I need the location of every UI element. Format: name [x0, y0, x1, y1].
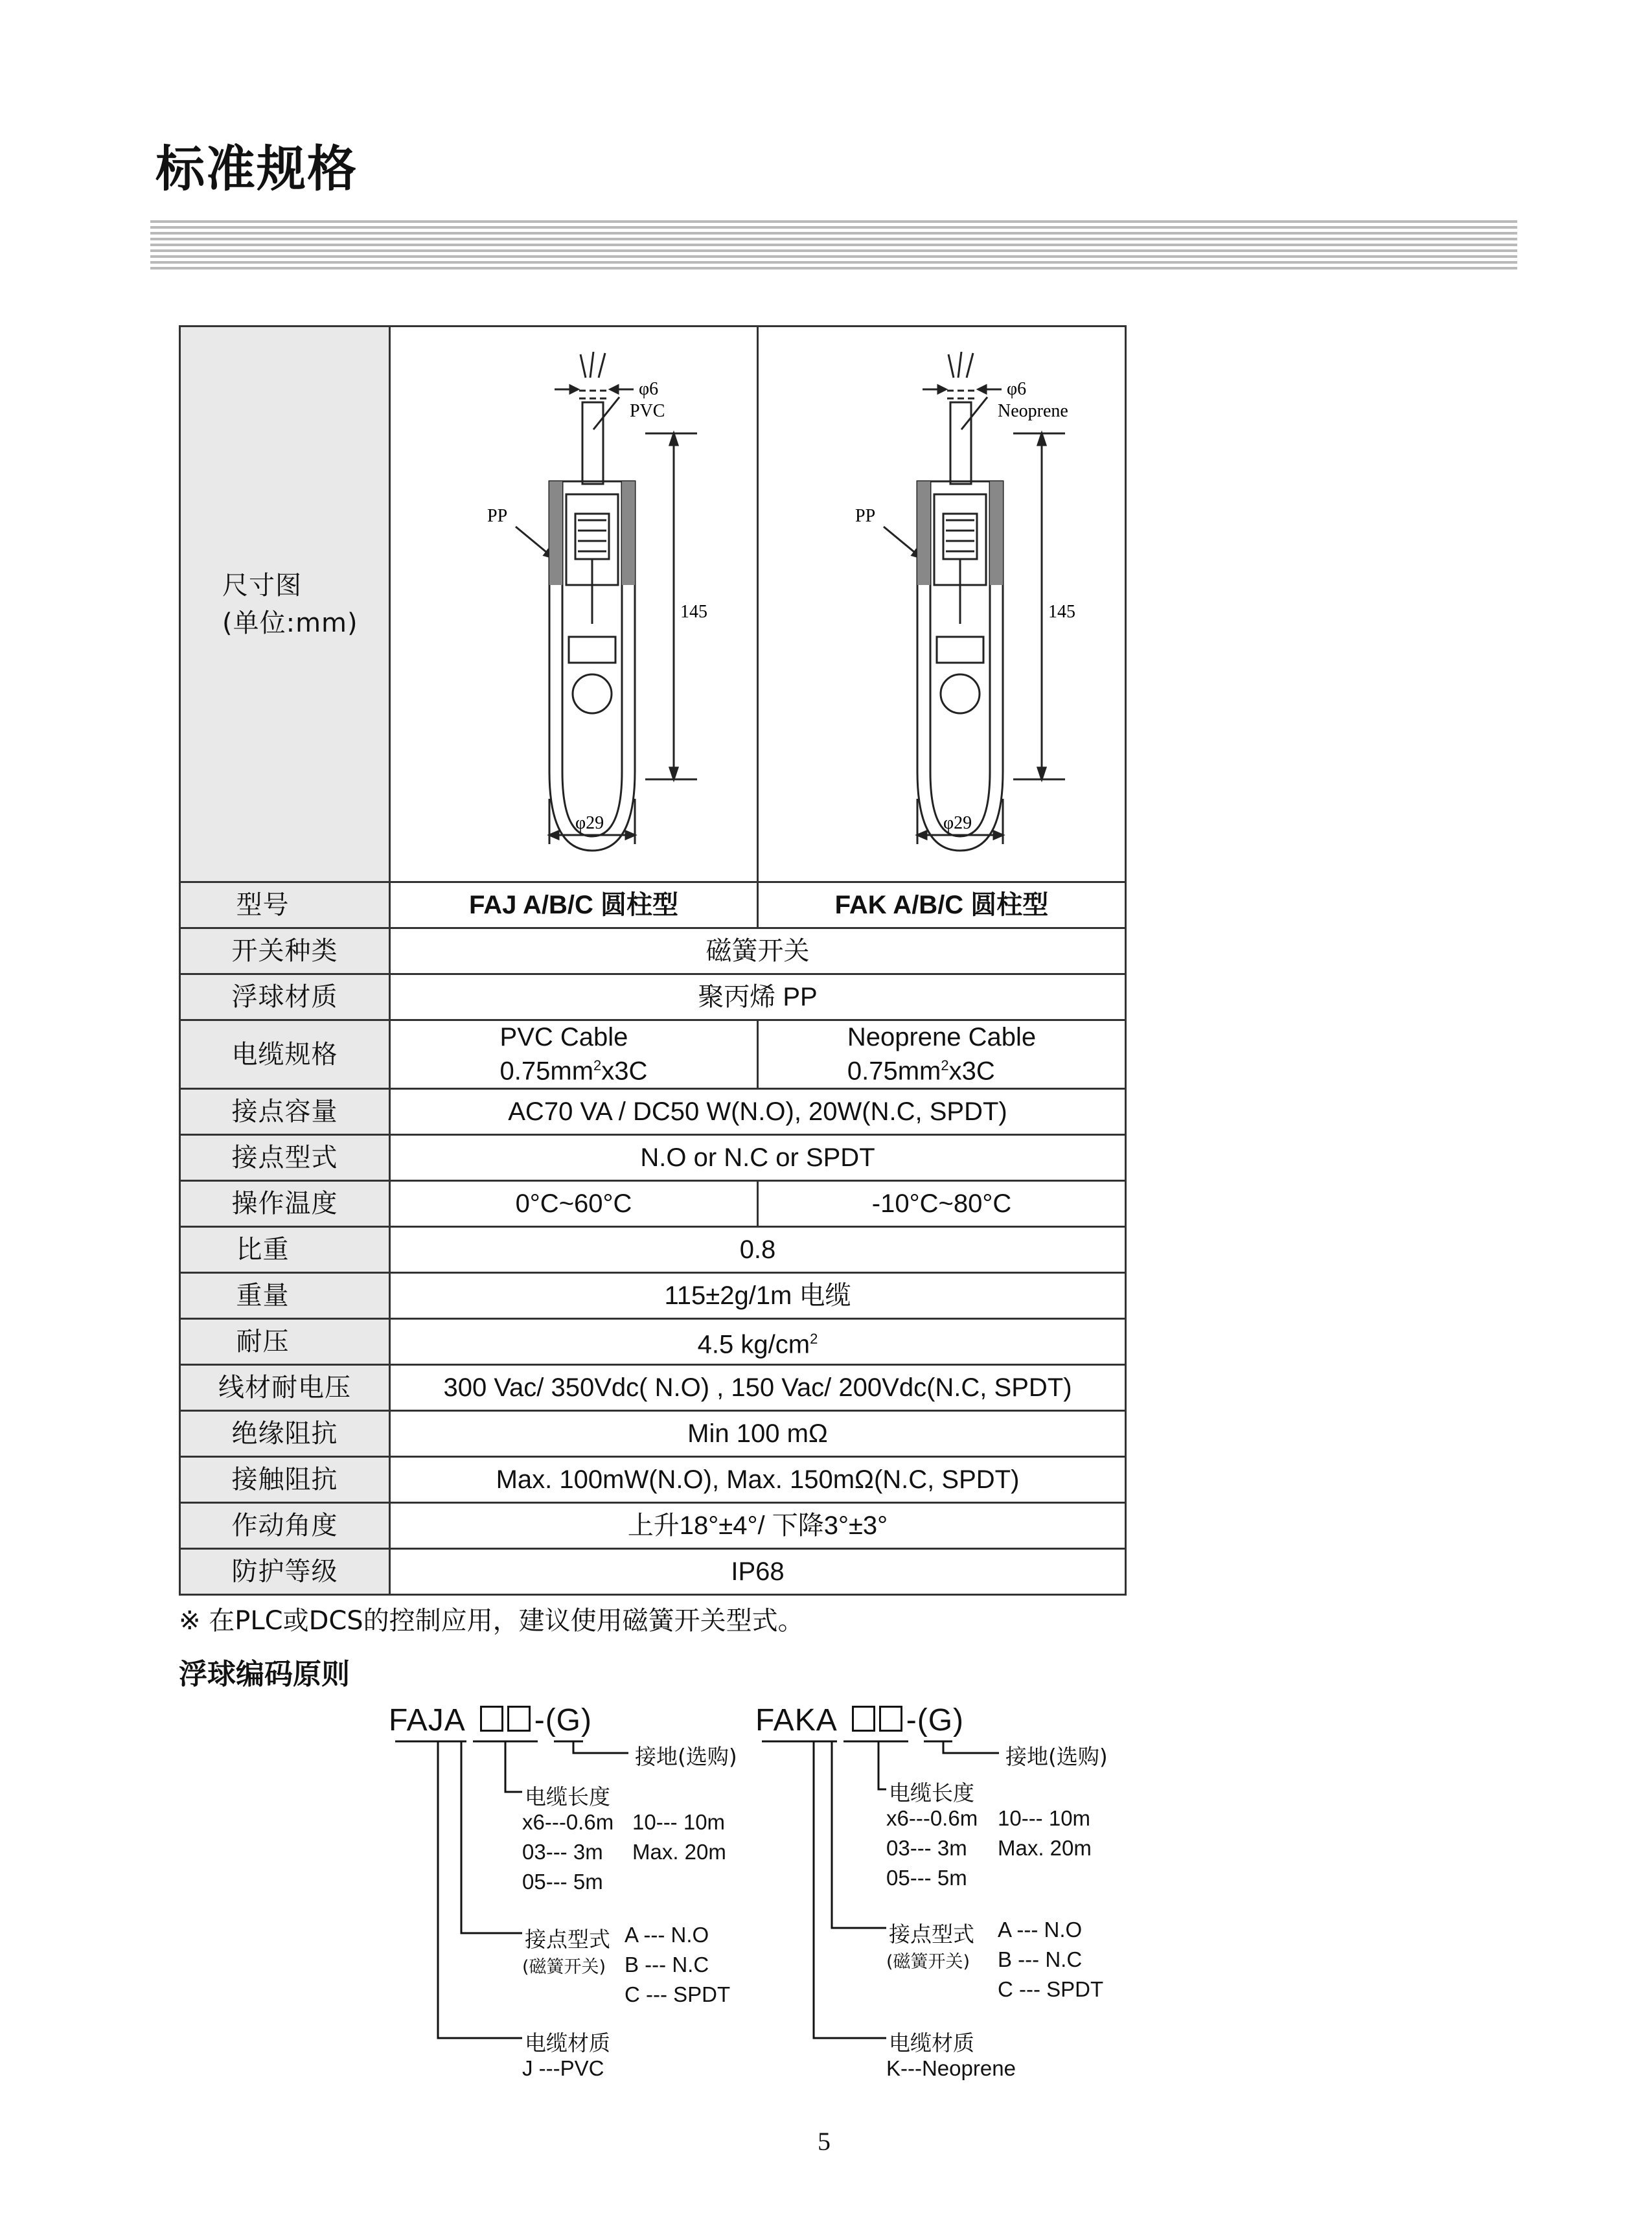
faj-contact-option: A --- N.O	[625, 1923, 709, 1947]
dimension-label-line1: 尺寸图	[222, 570, 302, 601]
faj-code-prefix: FAJA	[389, 1703, 466, 1737]
fak-ground-label: 接地(选购)	[1005, 1744, 1108, 1769]
faj-contact-sub: (磁簧开关)	[522, 1957, 606, 1977]
table-row	[180, 1273, 1126, 1319]
weight-label-b: 量	[262, 1281, 290, 1311]
switch-type-value: 磁簧开关	[390, 928, 1126, 974]
faj-ground-label: 接地(选购)	[635, 1744, 737, 1769]
faj-float-dia-label: φ29	[575, 812, 604, 833]
fak-cable-dia-label: φ6	[1006, 378, 1026, 399]
table-row	[180, 882, 1126, 928]
cable-faj-line2: 0.75mm	[499, 1057, 594, 1086]
table-row	[180, 1319, 1126, 1365]
cable-spec-label: 电缆规格	[180, 1020, 390, 1089]
temp-fak: -10°C~80°C	[758, 1181, 1126, 1227]
gravity-label	[180, 1227, 390, 1273]
pressure-label-b: 压	[262, 1327, 290, 1357]
table-row	[180, 1020, 1126, 1089]
cable-faj-line1: PVC Cable	[499, 1022, 628, 1051]
faj-drawing-cell	[390, 327, 758, 882]
faj-length-option: 10--- 10m	[632, 1810, 726, 1834]
pressure-sup: 2	[810, 1330, 818, 1347]
contact-resist-label: 接触阻抗	[180, 1457, 390, 1503]
weight-label-a: 重	[236, 1281, 263, 1311]
faj-code-suffix: -(G)	[534, 1703, 592, 1737]
page-title: 标准规格	[155, 140, 358, 198]
fak-cable-material-label: Neoprene	[997, 400, 1068, 421]
faj-body-material-label: PP	[487, 505, 507, 526]
table-row	[180, 974, 1126, 1020]
pressure-label-a: 耐	[236, 1327, 263, 1357]
spec-table	[179, 325, 1127, 1596]
gravity-value: 0.8	[390, 1227, 1126, 1273]
dimension-label	[180, 327, 390, 882]
weight-value: 115±2g/1m 电缆	[390, 1273, 1126, 1319]
fak-contact-title: 接点型式	[889, 1921, 974, 1947]
fak-dimension-drawing	[793, 352, 1091, 857]
contact-resist-value: Max. 100mW(N.O), Max. 150mΩ(N.C, SPDT)	[390, 1457, 1126, 1503]
faj-contact-option: C --- SPDT	[625, 1982, 731, 2006]
faj-length-label: 145	[680, 601, 707, 622]
weight-label	[180, 1273, 390, 1319]
model-label-a: 型	[236, 890, 263, 920]
protection-value: IP68	[390, 1549, 1126, 1595]
cable-faj-spec	[500, 1023, 648, 1085]
faj-dimension-drawing	[425, 352, 723, 857]
fak-contact-option: A --- N.O	[998, 1918, 1083, 1942]
fak-material-value: K---Neoprene	[886, 2056, 1016, 2080]
cable-fak-cell	[758, 1020, 1126, 1089]
model-faj: FAJ A/B/C 圆柱型	[390, 882, 758, 928]
cable-fak-line2: 0.75mm	[847, 1057, 941, 1086]
fak-length-option: x6---0.6m	[886, 1806, 978, 1830]
fak-coding-block	[755, 1702, 1222, 2104]
faj-material-title: 电缆材质	[525, 2030, 610, 2056]
float-material-label: 浮球材质	[180, 974, 390, 1020]
model-label-b: 号	[262, 890, 290, 920]
faj-length-option: Max. 20m	[632, 1840, 726, 1864]
cable-fak-line1: Neoprene Cable	[847, 1022, 1037, 1051]
page-number: 5	[818, 2127, 831, 2156]
switch-type-label: 开关种类	[180, 928, 390, 974]
model-fak: FAK A/B/C 圆柱型	[758, 882, 1126, 928]
contact-type-value: N.O or N.C or SPDT	[390, 1135, 1126, 1181]
fak-length-label: 145	[1048, 601, 1075, 622]
faj-cable-material-label: PVC	[629, 400, 665, 421]
fak-float-dia-label: φ29	[943, 812, 972, 833]
faj-contact-option: B --- N.C	[625, 1953, 709, 1977]
table-row	[180, 1549, 1126, 1595]
pressure-value: 4.5 kg/cm	[697, 1330, 810, 1359]
fak-code-prefix: FAKA	[755, 1703, 838, 1737]
faj-contact-title: 接点型式	[525, 1927, 610, 1952]
cable-faj-sup: 2	[593, 1057, 602, 1073]
table-row	[180, 1503, 1126, 1549]
cable-fak-line3: x3C	[948, 1057, 995, 1086]
table-row	[180, 928, 1126, 974]
pressure-label	[180, 1319, 390, 1365]
contact-capacity-value: AC70 VA / DC50 W(N.O), 20W(N.C, SPDT)	[390, 1089, 1126, 1135]
table-row	[180, 1365, 1126, 1411]
fak-material-title: 电缆材质	[889, 2030, 974, 2056]
table-row	[180, 1181, 1126, 1227]
contact-capacity-label: 接点容量	[180, 1089, 390, 1135]
fak-contact-sub: (磁簧开关)	[886, 1952, 970, 1972]
gravity-label-b: 重	[262, 1235, 290, 1265]
insulation-label: 绝缘阻抗	[180, 1411, 390, 1457]
faj-length-option: x6---0.6m	[522, 1810, 614, 1834]
fak-length-option: Max. 20m	[998, 1836, 1092, 1860]
withstand-label: 线材耐电压	[180, 1365, 390, 1411]
cable-faj-line3: x3C	[601, 1057, 648, 1086]
fak-body-material-label: PP	[855, 505, 875, 526]
float-material-value: 聚丙烯 PP	[390, 974, 1126, 1020]
fak-contact-option: C --- SPDT	[998, 1977, 1104, 2001]
fak-length-option: 05--- 5m	[886, 1866, 967, 1890]
gravity-label-a: 比	[236, 1235, 263, 1265]
faj-material-value: J ---PVC	[522, 2056, 604, 2080]
fak-code-suffix: -(G)	[906, 1703, 965, 1737]
fak-contact-option: B --- N.C	[998, 1947, 1083, 1971]
faj-length-option: 03--- 3m	[522, 1840, 603, 1864]
table-row	[180, 1227, 1126, 1273]
angle-label: 作动角度	[180, 1503, 390, 1549]
fak-length-option: 03--- 3m	[886, 1836, 967, 1860]
model-label	[180, 882, 390, 928]
table-row	[180, 327, 1126, 882]
pressure-cell	[390, 1319, 1126, 1365]
insulation-value: Min 100 mΩ	[390, 1411, 1126, 1457]
temp-label: 操作温度	[180, 1181, 390, 1227]
angle-value: 上升18°±4°/ 下降3°±3°	[390, 1503, 1126, 1549]
contact-type-label: 接点型式	[180, 1135, 390, 1181]
protection-label: 防护等级	[180, 1549, 390, 1595]
table-row	[180, 1089, 1126, 1135]
table-row	[180, 1411, 1126, 1457]
recommendation-note: ※ 在PLC或DCS的控制应用，建议使用磁簧开关型式。	[179, 1606, 804, 1636]
title-rule	[150, 220, 1517, 272]
coding-title: 浮球编码原则	[179, 1658, 350, 1691]
faj-cable-length-title: 电缆长度	[525, 1784, 610, 1809]
fak-drawing-cell	[758, 327, 1126, 882]
fak-length-option: 10--- 10m	[998, 1806, 1091, 1830]
table-row	[180, 1135, 1126, 1181]
cable-fak-sup: 2	[941, 1057, 949, 1073]
cable-fak-spec	[847, 1023, 1036, 1085]
faj-length-option: 05--- 5m	[522, 1870, 603, 1894]
faj-cable-dia-label: φ6	[638, 378, 658, 399]
cable-faj-cell	[390, 1020, 758, 1089]
fak-cable-length-title: 电缆长度	[889, 1780, 974, 1806]
dimension-label-line2: (单位:mm)	[222, 608, 358, 638]
temp-faj: 0°C~60°C	[390, 1181, 758, 1227]
table-row	[180, 1457, 1126, 1503]
fak-coding-lines	[755, 1702, 1222, 2104]
withstand-value: 300 Vac/ 350Vdc( N.O) , 150 Vac/ 200Vdc(N.C, SPDT)	[390, 1365, 1126, 1411]
